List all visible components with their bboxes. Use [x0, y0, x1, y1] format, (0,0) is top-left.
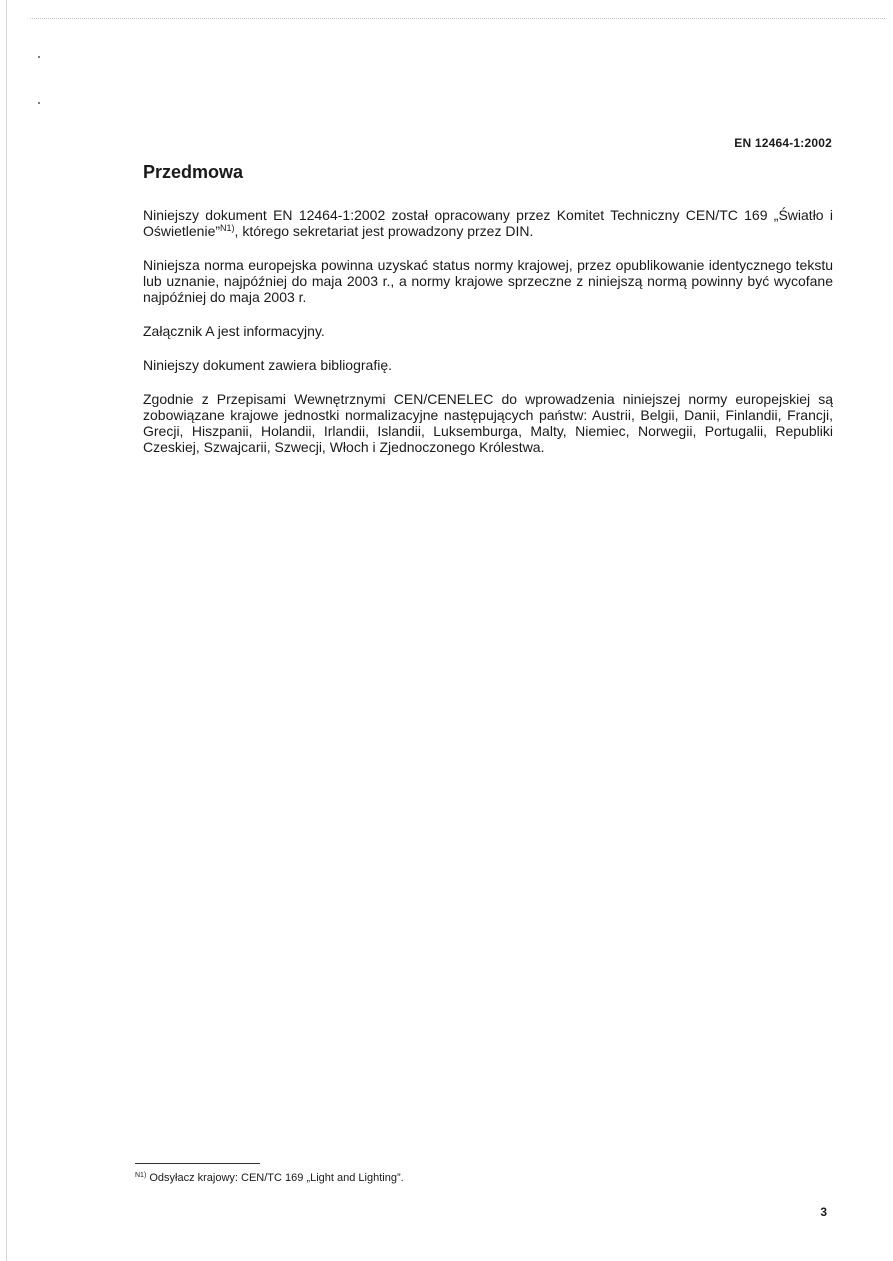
footnote [135, 1172, 404, 1184]
scan-edge-top [30, 18, 885, 19]
footnote-text: Odsyłacz krajowy: CEN/TC 169 „Light and Lighting”. [146, 1172, 404, 1184]
page-number: 3 [820, 1205, 827, 1219]
footnote-reference: N1) [220, 223, 235, 233]
scan-speck [38, 56, 40, 58]
scan-speck [38, 102, 40, 104]
footnote-marker: N1) [135, 1172, 147, 1179]
paragraph-4: Niniejszy dokument zawiera bibliografię. [143, 357, 393, 373]
paragraph-1-text: Niniejszy dokument EN 12464-1:2002 został opracowany przez Komitet Techniczny CEN/TC 169 „Światło i Oświetlenie” [143, 207, 833, 239]
paragraph-1 [143, 207, 833, 239]
paragraph-2: Niniejsza norma europejska powinna uzyskać status normy krajowej, przez opublikowanie identycznego tekstu lub uznanie, najpóźniej do maja 2003 r., a normy krajowe sprzeczne z niniejszą normą powinny być wycofane najpóźniej do maja 2003 r. [143, 257, 833, 305]
paragraph-3: Załącznik A jest informacyjny. [143, 323, 325, 339]
paragraph-5: Zgodnie z Przepisami Wewnętrznymi CEN/CENELEC do wprowadzenia niniejszej normy europejskiej są zobowiązane krajowe jednostki normalizacyjne następujących państw: Austrii, Belgii, Danii, Finlandii, Francji, Grecji, Hiszpanii, Holandii, Irlandii, Islandii, Luksemburga, Malty, Niemiec, Norwegii, Portugalii, Republiki Czeskiej, Szwajcarii, Szwecji, Włoch i Zjednoczonego Królestwa. [143, 391, 833, 455]
scan-edge-left [6, 0, 7, 1261]
footnote-divider [135, 1163, 260, 1164]
paragraph-1-text-end: , którego sekretariat jest prowadzony przez DIN. [234, 223, 534, 239]
section-heading: Przedmowa [143, 162, 244, 182]
document-id: EN 12464-1:2002 [734, 136, 832, 150]
foreword-section [143, 162, 833, 473]
